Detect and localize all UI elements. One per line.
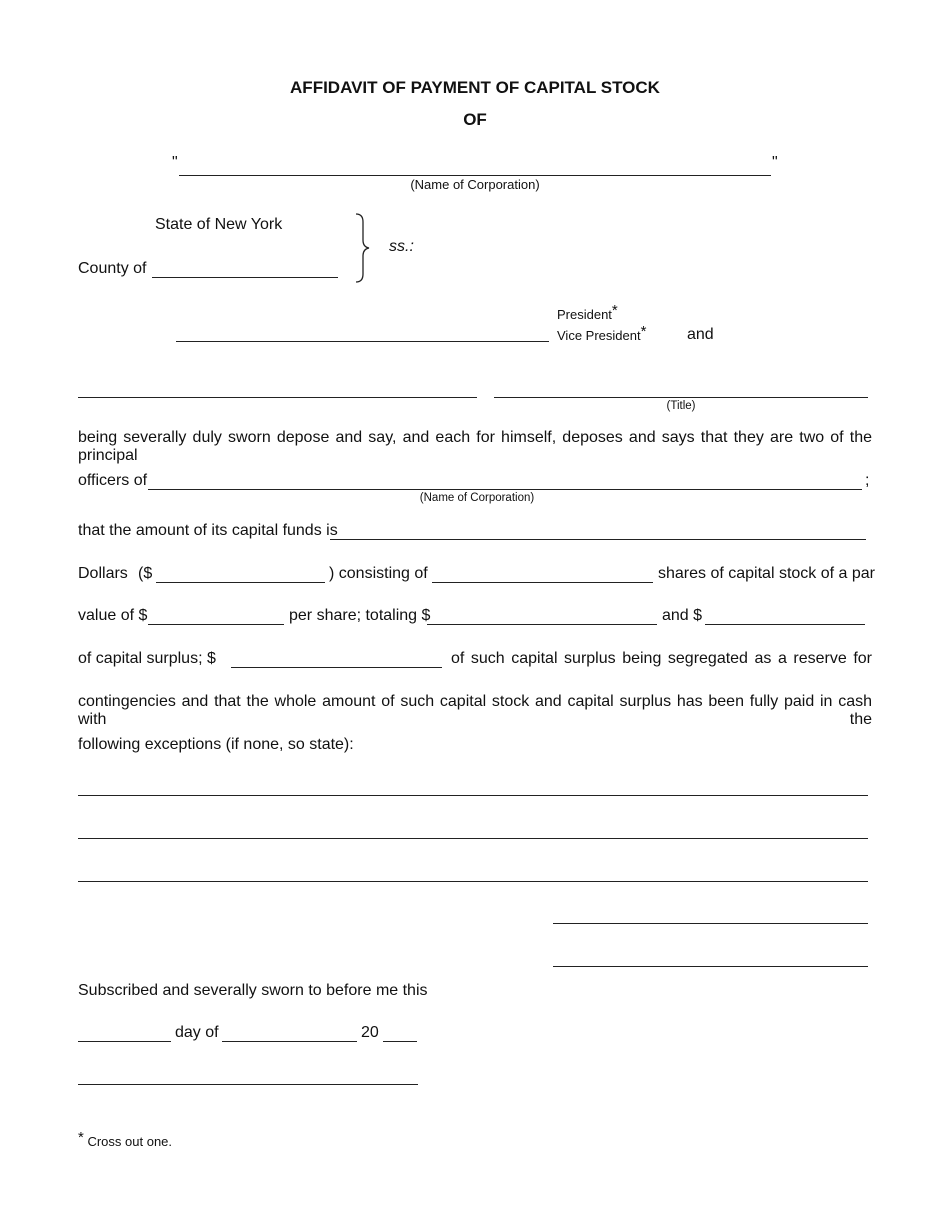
vice-president-asterisk: *	[640, 323, 647, 340]
and-dollar-label: and $	[662, 607, 703, 624]
jurat-year-prefix: 20	[361, 1024, 379, 1041]
par-value-field[interactable]	[148, 607, 284, 625]
signature-line-1[interactable]	[553, 906, 868, 924]
jurat-month-field[interactable]	[222, 1024, 357, 1042]
dollars-amount-field[interactable]	[156, 565, 325, 583]
officer-title-vice-president	[557, 323, 647, 344]
total-stock-field[interactable]	[427, 607, 657, 625]
jurat-year-field[interactable]	[383, 1024, 417, 1042]
notary-signature-line[interactable]	[78, 1067, 418, 1085]
consisting-of-label: ) consisting of	[329, 565, 428, 582]
venue-state: State of New York	[155, 216, 283, 233]
document-title: AFFIDAVIT OF PAYMENT OF CAPITAL STOCK	[290, 78, 660, 97]
venue-brace	[354, 212, 374, 284]
segregated-label: of such capital surplus being segregated as a reserve for	[451, 650, 872, 667]
president-asterisk: *	[611, 302, 618, 319]
exception-line-1[interactable]	[78, 778, 868, 796]
officers-of-corporation-field[interactable]	[148, 472, 862, 490]
corporation-name-field[interactable]	[179, 158, 771, 176]
venue-county-label: County of	[78, 260, 147, 277]
contingencies-line: contingencies and that the whole amount of such capital stock and capital surplus has been fully paid in cash with the	[78, 693, 872, 728]
capital-surplus-amount-field[interactable]	[705, 607, 865, 625]
paren-dollar-label: ($	[138, 565, 153, 582]
per-share-label: per share; totaling $	[289, 607, 431, 624]
officers-of-caption: (Name of Corporation)	[419, 492, 535, 504]
signature-line-2[interactable]	[553, 949, 868, 967]
officer-one-name-field[interactable]	[176, 324, 549, 342]
venue-ss: ss.:	[389, 238, 414, 255]
officer-title-president	[557, 302, 618, 323]
officers-of-semicolon: ;	[865, 472, 870, 489]
dollars-label: Dollars	[78, 565, 128, 582]
officer-two-title-field[interactable]	[494, 380, 868, 398]
document-subtitle: OF	[463, 110, 487, 129]
corporation-name-caption: (Name of Corporation)	[410, 177, 540, 192]
quote-open: "	[172, 154, 178, 171]
jurat-day-of-label: day of	[175, 1024, 219, 1041]
capital-surplus-label: of capital surplus; $	[78, 650, 216, 667]
exception-line-2[interactable]	[78, 821, 868, 839]
jurat-subscribed: Subscribed and severally sworn to before me this	[78, 982, 428, 999]
title-caption: (Title)	[666, 400, 696, 412]
exceptions-label: following exceptions (if none, so state):	[78, 736, 354, 753]
shares-text-label: shares of capital stock of a par	[658, 565, 875, 582]
body-line-1: being severally duly sworn depose and say, and each for himself, deposes and says that they are two of the principal	[78, 429, 872, 464]
exception-line-3[interactable]	[78, 864, 868, 882]
capital-funds-label: that the amount of its capital funds is	[78, 522, 338, 539]
jurat-day-field[interactable]	[78, 1024, 171, 1042]
segregated-amount-field[interactable]	[231, 650, 442, 668]
capital-funds-field[interactable]	[330, 522, 866, 540]
footnote	[78, 1129, 173, 1150]
quote-close: "	[772, 154, 778, 171]
officers-of-label: officers of	[78, 472, 148, 489]
footnote-asterisk: *	[78, 1129, 84, 1146]
vice-president-label: Vice President	[557, 328, 641, 343]
footnote-text: Cross out one.	[87, 1134, 173, 1149]
value-of-label: value of $	[78, 607, 148, 624]
officer-two-name-field[interactable]	[78, 380, 477, 398]
shares-count-field[interactable]	[432, 565, 653, 583]
officers-and: and	[687, 326, 714, 343]
president-label: President	[557, 307, 612, 322]
county-field[interactable]	[152, 260, 338, 278]
